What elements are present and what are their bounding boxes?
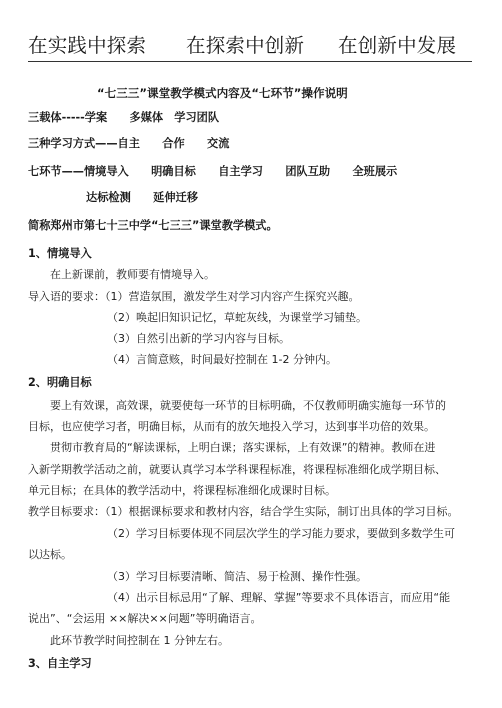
section2-p1-line2: 目标，也应使学习者，明确目标，从而有的放矢地投入学习，达到事半功倍的效果。 [28, 420, 435, 433]
intro-steps-line2: 达标检测 延伸迁移 [86, 191, 198, 204]
section2-req-2-line2: 以达标。 [28, 548, 72, 561]
section2-req-2-line1: （2）学习目标要体现不同层次学生的学习能力要求，要做到多数学生可 [107, 527, 455, 540]
section2-req-1: （1）根据课标要求和教材内容，结合学生实际，制订出具体的学习目标。 [105, 505, 459, 518]
section2-p2-line3: 单元目标；在具体的教学活动中，将课程标准细化成课时目标。 [28, 484, 336, 497]
section1-req-3: （3）自然引出新的学习内容与目标。 [107, 332, 290, 345]
section2-heading: 2、明确目标 [28, 376, 92, 389]
document-title: “七三三”课堂教学模式内容及“七环节”操作说明 [97, 86, 348, 100]
section2-p2-line2: 入新学期教学活动之前，就要认真学习本学科课程标准，将课程标准细化成学期目标、 [28, 463, 446, 476]
section2-p2-line1: 贯彻市教育局的“解读课标，上明白课；落实课标，上有效课”的精神。教师在进 [50, 441, 436, 454]
section1-req-2: （2）唤起旧知识记忆，草蛇灰线，为课堂学习铺垫。 [107, 311, 367, 324]
intro-steps-line1: 七环节——情境导入 明确目标 自主学习 团队互助 全班展示 [28, 165, 398, 178]
section3-heading: 3、自主学习 [28, 657, 92, 670]
section2-req-label: 教学目标要求： [28, 505, 105, 518]
intro-school: 简称郑州市第七十三中学“七三三”课堂教学模式。 [28, 219, 278, 232]
section2-req-4-line2: 说出”、“会运用 ××解决××问题”等明确语言。 [28, 612, 262, 625]
section2-req-3: （3）学习目标要清晰、简洁、易于检测、操作性强。 [107, 570, 367, 583]
section1-paragraph: 在上新课前，教师要有情境导入。 [50, 268, 215, 281]
header-motto-3: 在创新中发展 [338, 34, 457, 57]
section1-requirement-label [28, 290, 360, 304]
header-motto-2: 在探索中创新 [186, 34, 305, 57]
header-motto-1: 在实践中探索 [28, 34, 147, 57]
header-rule [28, 61, 472, 62]
page-header [28, 30, 478, 58]
section2-p1-line1: 要上有效课，高效课，就要使每一环节的目标明确，不仅教师明确实施每一环节的 [50, 399, 446, 412]
intro-carriers: 三载体-----学案 多媒体 学习团队 [28, 111, 220, 124]
section2-time: 此环节教学时间控制在 1 分钟左右。 [50, 634, 229, 647]
section2-req-4-line1: （4）出示目标忌用“了解、理解、掌握”等要求不具体语言，而应用“能 [107, 591, 451, 604]
section1-req-label: 导入语的要求： [28, 290, 105, 303]
section1-req-1: （1）营造氛围，激发学生对学习内容产生探究兴趣。 [105, 290, 360, 303]
section1-heading: 1、情境导入 [28, 247, 92, 260]
intro-methods: 三种学习方式——自主 合作 交流 [28, 137, 230, 150]
section1-req-4: （4）言简意赅，时间最好控制在 1-2 分钟内。 [107, 353, 337, 366]
section2-requirement-row [28, 505, 459, 519]
